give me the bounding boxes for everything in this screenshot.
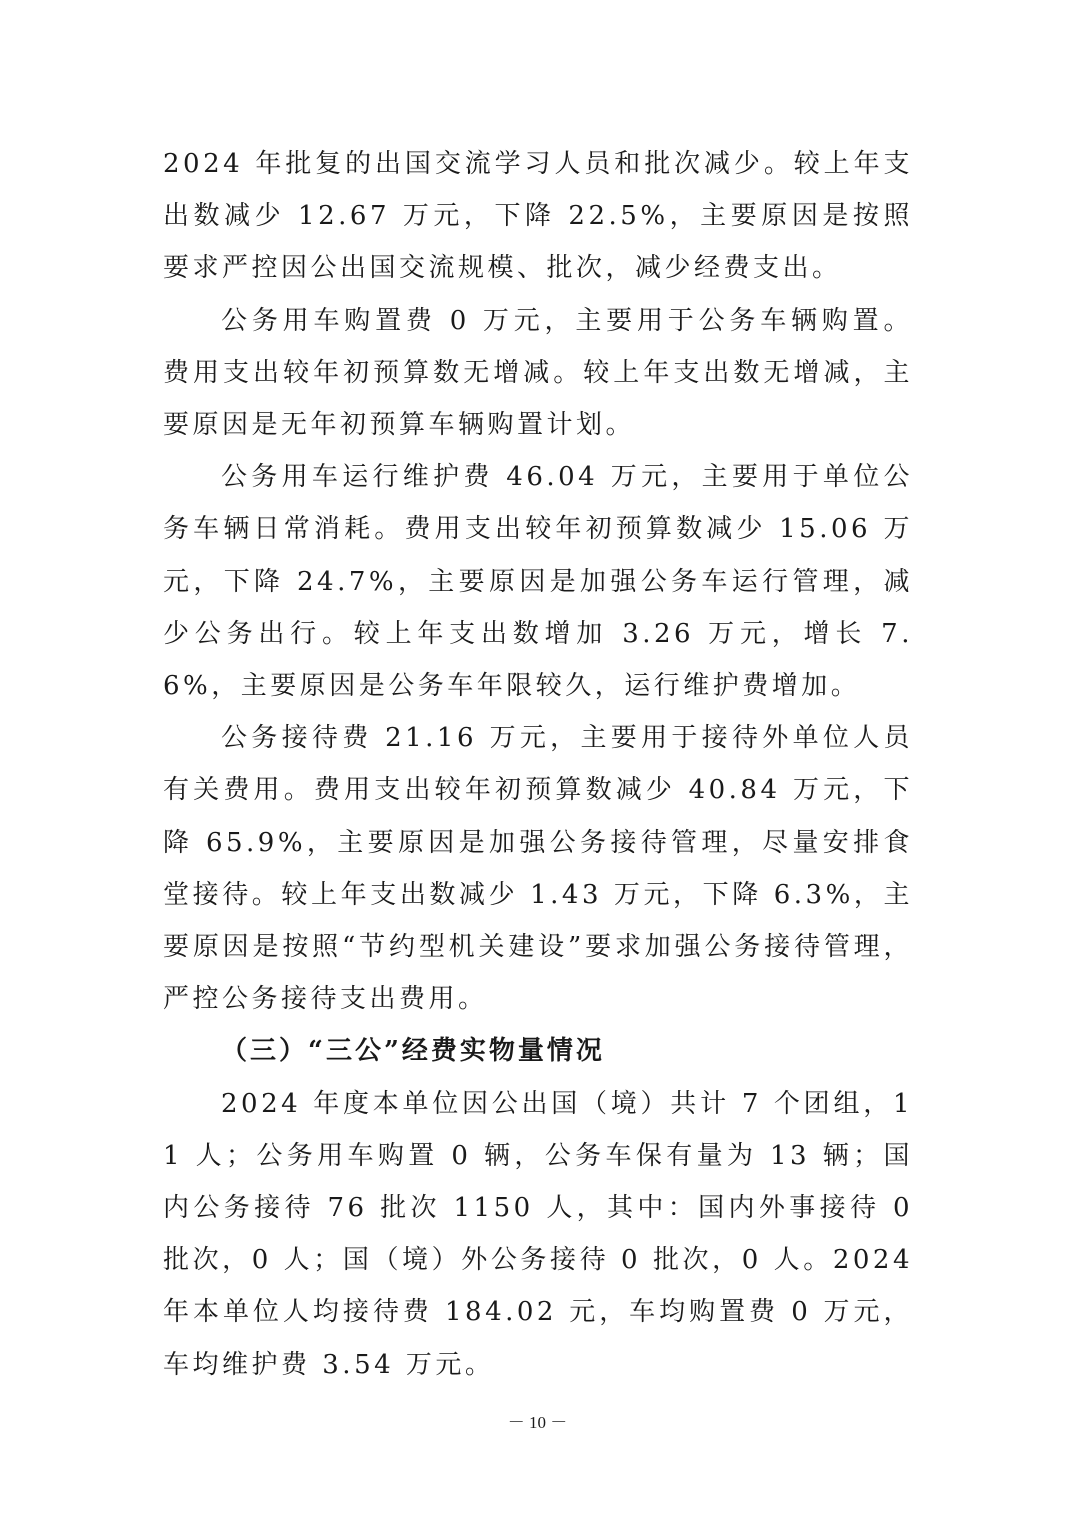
page-number: － 10 － (507, 1413, 568, 1432)
paragraph-reception-expense: 公务接待费 21.16 万元，主要用于接待外单位人员有关费用。费用支出较年初预算数减少 40.84 万元，下降 65.9%，主要原因是加强公务接待管理，尽量安排食堂接待。较上年支出数减少 1.43 万元，下降 6.3%，主要原因是按照“节约型机关建设”要求加强公务接待管理，严控公务接待支出费用。 (163, 723, 913, 1015)
paragraph-vehicle-maintenance: 公务用车运行维护费 46.04 万元，主要用于单位公务车辆日常消耗。费用支出较年初预算数减少 15.06 万元，下降 24.7%，主要原因是加强公务车运行管理，减少公务出行。较上年支出数增加 3.26 万元，增长 7.6%，主要原因是公务车年限较久，运行维护费增加。 (163, 462, 913, 702)
paragraph-vehicle-purchase: 公务用车购置费 0 万元，主要用于公务车辆购置。费用支出较年初预算数无增减。较上年支出数无增减，主要原因是无年初预算车辆购置计划。 (163, 305, 913, 441)
section-heading: （三）“三公”经费实物量情况 (221, 1036, 605, 1067)
body-text (163, 138, 913, 1391)
paragraph-physical-quantity: 2024 年度本单位因公出国（境）共计 7 个团组，11 人；公务用车购置 0 辆，公务车保有量为 13 辆；国内公务接待 76 批次 1150 人，其中：国内外事接待 0 批次，0 人；国（境）外公务接待 0 批次，0 人。2024 年本单位人均接待费 184.02 元，车均购置费 0 万元，车均维护费 3.54 万元。 (163, 1088, 913, 1380)
paragraph-overseas-exchange: 2024 年批复的出国交流学习人员和批次减少。较上年支出数减少 12.67 万元，下降 22.5%，主要原因是按照要求严控因公出国交流规模、批次，减少经费支出。 (163, 149, 913, 284)
